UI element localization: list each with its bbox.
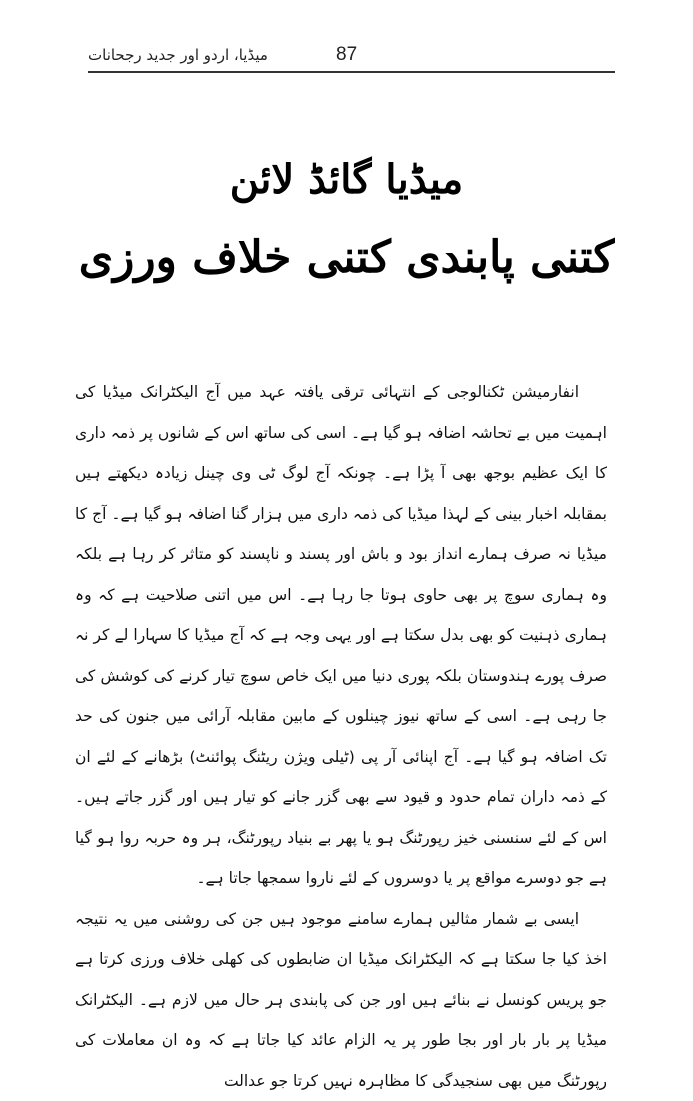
article-title: میڈیا گائڈ لائن [0, 150, 693, 210]
article-subtitle: کتنی پابندی کتنی خلاف ورزی [0, 228, 693, 288]
running-title: میڈیا، اردو اور جدید رجحانات [88, 46, 268, 64]
article-heading [0, 150, 693, 288]
article-body [75, 372, 607, 1101]
paragraph: ایسی بے شمار مثالیں ہمارے سامنے موجود ہیں جن کی روشنی میں یہ نتیجہ اخذ کیا جا سکتا ہے کہ الیکٹرانک میڈیا ان ضابطوں کی کھلی خلاف ورزی کرتا ہے جو پریس کونسل نے بنائے ہیں اور جن کی پابندی ہر حال میں لازم ہے۔ الیکٹرانک میڈیا پر بار بار اور بجا طور پر یہ الزام عائد کیا جاتا ہے کہ وہ ان معاملات کی رپورٹنگ میں بھی سنجیدگی کا مظاہرہ نہیں کرتا جو عدالت [75, 899, 607, 1101]
header-rule [88, 71, 615, 73]
paragraph: انفارمیشن ٹکنالوجی کے انتہائی ترقی یافتہ عہد میں آج الیکٹرانک میڈیا کی اہمیت میں بے تحاشہ اضافہ ہو گیا ہے۔ اسی کی ساتھ اس کے شانوں پر ذمہ داری کا ایک عظیم بوجھ بھی آ پڑا ہے۔ چونکہ آج لوگ ٹی وی چینل زیادہ دیکھتے ہیں بمقابلہ اخبار بینی کے لہذا میڈیا کی ذمہ داری میں ہزار گنا اضافہ ہو گیا ہے۔ آج کا میڈیا نہ صرف ہمارے انداز بود و باش اور پسند و ناپسند کو متاثر کر رہا ہے بلکہ وہ ہماری سوچ پر بھی حاوی ہوتا جا رہا ہے۔ اس میں اتنی صلاحیت ہے کہ وہ ہماری ذہنیت کو بھی بدل سکتا ہے اور یہی وجہ ہے کہ آج میڈیا کا سہارا لے کر نہ صرف پورے ہندوستان بلکہ پوری دنیا میں ایک خاص سوچ تیار کرنے کی کوشش کی جا رہی ہے۔ اسی کے ساتھ نیوز چینلوں کے مابین مقابلہ آرائی میں جنون کی حد تک اضافہ ہو گیا ہے۔ آج اپنائی آر پی (ٹیلی ویژن ریٹنگ پوائنٹ) بڑھانے کے لئے ان کے ذمہ داران تمام حدود و قیود سے بھی گزر جانے کو تیار ہیں اور گزر جاتے ہیں۔ اس کے لئے سنسنی خیز رپورٹنگ ہو یا پھر بے بنیاد رپورٹنگ، ہر وہ حربہ روا ہو گیا ہے جو دوسرے مواقع پر یا دوسروں کے لئے ناروا سمجھا جاتا ہے۔ [75, 372, 607, 899]
page-number: 87 [336, 44, 357, 66]
running-header [88, 40, 615, 74]
